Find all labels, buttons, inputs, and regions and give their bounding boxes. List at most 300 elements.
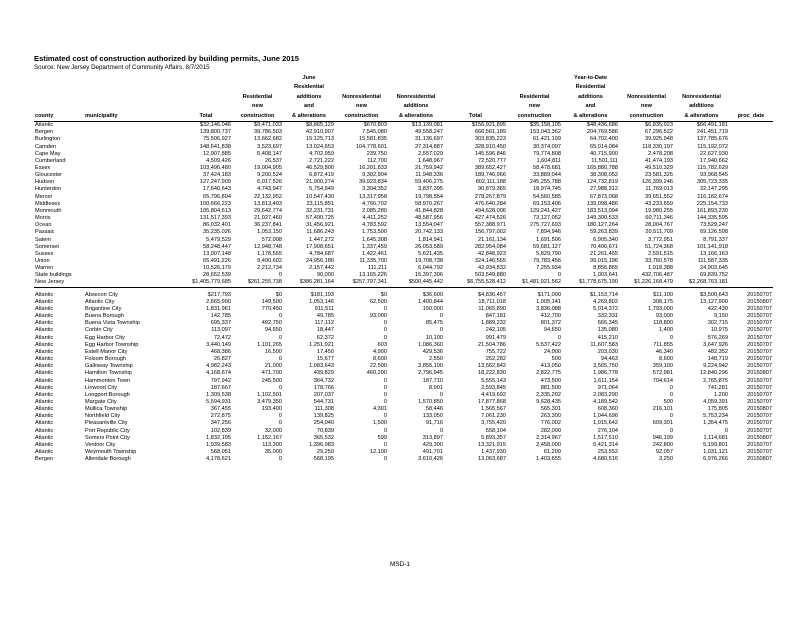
table-cell: 429,300 bbox=[422, 441, 443, 448]
table-cell: Essex bbox=[35, 164, 51, 171]
table-cell: 568,195 bbox=[313, 456, 334, 463]
table-cell: Buena Vista Township bbox=[85, 320, 140, 327]
table-cell: 24,903,645 bbox=[700, 265, 728, 272]
table-cell: $4,836,457 bbox=[478, 291, 506, 298]
table-cell: 6,017,526 bbox=[257, 179, 282, 186]
table-cell: 1,918,388 bbox=[648, 265, 673, 272]
table-cell: 0 bbox=[383, 334, 387, 341]
header-cell bbox=[84, 93, 180, 102]
county-row bbox=[34, 158, 773, 165]
table-cell bbox=[729, 129, 773, 136]
table-cell: 9,224,942 bbox=[703, 363, 728, 370]
table-cell: 39,923,834 bbox=[359, 179, 387, 186]
table-cell: 2,335,202 bbox=[536, 391, 561, 398]
table-cell: 35,235,026 bbox=[203, 229, 231, 236]
header-cell: & alterations bbox=[562, 112, 619, 122]
table-cell: 1,832,195 bbox=[206, 434, 231, 441]
header-cell bbox=[180, 102, 232, 111]
table-cell: 37,424,183 bbox=[203, 172, 231, 179]
header-cell: new bbox=[641, 103, 652, 110]
table-cell: 49,510,329 bbox=[645, 164, 673, 171]
table-cell: 116,182,674 bbox=[697, 193, 728, 200]
table-cell: 17,877,868 bbox=[478, 398, 506, 405]
municipality-row bbox=[34, 385, 773, 392]
table-cell: 245,500 bbox=[261, 377, 282, 384]
county-row bbox=[34, 129, 773, 136]
table-cell: 367,455 bbox=[210, 406, 231, 413]
table-cell: 0 bbox=[383, 441, 387, 448]
table-cell: Pleasantville City bbox=[85, 420, 128, 427]
table-cell: 303,835,223 bbox=[474, 136, 506, 143]
table-cell: 148,641,838 bbox=[199, 143, 231, 150]
table-cell: 1,400,844 bbox=[418, 298, 443, 305]
table-cell: $670,803 bbox=[363, 122, 387, 129]
table-cell: $1,405,779,685 bbox=[180, 279, 232, 287]
table-cell: 568,051 bbox=[210, 449, 231, 456]
table-cell: 491,701 bbox=[422, 449, 443, 456]
table-cell: 49,558,247 bbox=[415, 129, 443, 136]
municipality-row bbox=[34, 306, 773, 313]
table-cell: 15,125,713 bbox=[306, 136, 334, 143]
table-cell: 17,450 bbox=[316, 348, 334, 355]
table-cell: 38,308,052 bbox=[590, 172, 618, 179]
table-cell: 13,127,900 bbox=[700, 298, 728, 305]
table-cell: 492,750 bbox=[261, 320, 282, 327]
table-cell: 20150707 bbox=[747, 391, 772, 398]
municipality-row bbox=[34, 413, 773, 420]
table-cell: 5,893,357 bbox=[481, 434, 506, 441]
table-cell: 1,015,642 bbox=[593, 420, 618, 427]
table-cell: 0 bbox=[669, 391, 673, 398]
header-cell: Nonresidential bbox=[682, 93, 721, 100]
table-cell: Atlantic bbox=[35, 320, 54, 327]
table-cell: 2,822,775 bbox=[536, 370, 561, 377]
table-cell: 1,611,154 bbox=[593, 377, 618, 384]
table-cell: 20150707 bbox=[747, 341, 772, 348]
table-cell: 881,500 bbox=[540, 384, 561, 391]
table-cell: $171,000 bbox=[537, 291, 561, 298]
table-cell: Atlantic bbox=[35, 370, 54, 377]
table-cell: 1,337,459 bbox=[362, 243, 387, 250]
table-cell: 359,100 bbox=[652, 363, 673, 370]
table-cell: 494,628,006 bbox=[474, 207, 506, 214]
table-cell: 127,247,909 bbox=[199, 179, 231, 186]
table-cell: 21,027,460 bbox=[254, 215, 282, 222]
county-row bbox=[34, 122, 773, 130]
table-cell: Atlantic City bbox=[85, 298, 115, 305]
county-row bbox=[34, 194, 773, 201]
table-cell: 101,141,918 bbox=[696, 243, 728, 250]
table-cell: Warren bbox=[35, 265, 54, 272]
table-cell: 225,154,733 bbox=[696, 200, 728, 207]
table-cell: $2,268,763,181 bbox=[674, 279, 729, 287]
table-cell bbox=[84, 244, 180, 251]
table-cell: 3,440,149 bbox=[206, 341, 231, 348]
table-cell: 847,181 bbox=[485, 313, 506, 320]
table-cell: Bergen bbox=[35, 129, 54, 136]
table-cell: 4,900 bbox=[373, 348, 387, 355]
table-cell: Morris bbox=[35, 215, 51, 222]
table-cell: 8,600 bbox=[373, 356, 387, 363]
municipality-row bbox=[34, 342, 773, 349]
table-cell: 59,263,839 bbox=[590, 229, 618, 236]
table-cell: 27,314,887 bbox=[415, 143, 443, 150]
municipality-row bbox=[34, 456, 773, 463]
table-cell: $0 bbox=[380, 291, 387, 298]
table-cell: 69,839,752 bbox=[700, 272, 728, 279]
table-cell: 12,840,296 bbox=[700, 370, 728, 377]
table-cell: 11,686,243 bbox=[306, 229, 334, 236]
table-cell: 11,607,583 bbox=[590, 341, 618, 348]
header-cell bbox=[232, 83, 283, 92]
table-cell: Atlantic bbox=[35, 398, 54, 405]
table-cell: 4,419,692 bbox=[481, 391, 506, 398]
table-cell: 79,774,808 bbox=[533, 150, 561, 157]
table-cell: 20,511,709 bbox=[645, 229, 673, 236]
table-cell: $48,436,686 bbox=[586, 122, 618, 129]
table-cell: 62,372 bbox=[316, 334, 334, 341]
table-cell: 797,942 bbox=[210, 377, 231, 384]
table-cell bbox=[729, 258, 773, 265]
table-cell: 183,513,094 bbox=[586, 207, 618, 214]
table-cell: Atlantic bbox=[35, 420, 54, 427]
table-cell: 1,939,583 bbox=[206, 441, 231, 448]
table-cell: Atlantic bbox=[35, 348, 54, 355]
table-cell: 70,839 bbox=[316, 427, 334, 434]
table-cell: 4,982,243 bbox=[206, 363, 231, 370]
table-cell: 31,456,921 bbox=[306, 222, 334, 229]
table-cell: 64,702,400 bbox=[590, 136, 618, 143]
table-cell: 54,560,585 bbox=[533, 193, 561, 200]
table-cell bbox=[729, 186, 773, 193]
table-cell: 22,500 bbox=[369, 363, 387, 370]
table-cell: 3,565,750 bbox=[593, 363, 618, 370]
table-cell: 5,199,801 bbox=[703, 441, 728, 448]
table-cell: 156,797,002 bbox=[474, 229, 506, 236]
table-cell: 413,050 bbox=[540, 363, 561, 370]
table-cell: 1,645,308 bbox=[362, 236, 387, 243]
table-cell: 20150707 bbox=[747, 348, 772, 355]
table-cell: 4,189,542 bbox=[593, 398, 618, 405]
header-cell: Total bbox=[444, 112, 507, 122]
county-row bbox=[34, 265, 773, 272]
table-cell: 178,766 bbox=[313, 384, 334, 391]
table-cell: 9,150 bbox=[714, 313, 728, 320]
table-cell: 482,352 bbox=[707, 348, 728, 355]
header-cell bbox=[674, 83, 729, 92]
header-cell: and bbox=[585, 103, 596, 110]
table-cell: 1,400 bbox=[659, 327, 673, 334]
table-cell: 1,889,232 bbox=[481, 320, 506, 327]
table-cell: $181,193 bbox=[310, 291, 334, 298]
table-cell: 58,446 bbox=[425, 406, 443, 413]
table-cell: $13,139,081 bbox=[411, 122, 443, 129]
table-cell: 1,114,681 bbox=[703, 434, 728, 441]
table-cell: 61,421,199 bbox=[533, 136, 561, 143]
table-cell: $1,481,921,562 bbox=[507, 279, 562, 287]
table-cell: Hamilton Township bbox=[85, 370, 132, 377]
header-cell: & alterations bbox=[388, 112, 444, 122]
table-cell: 1,396,983 bbox=[309, 441, 334, 448]
table-cell: 328,910,450 bbox=[474, 143, 506, 150]
table-cell bbox=[84, 279, 180, 287]
table-cell: 2,083,290 bbox=[593, 391, 618, 398]
table-cell: 1,003,641 bbox=[593, 272, 618, 279]
table-cell: 42,910,907 bbox=[306, 129, 334, 136]
table-cell: 439,829 bbox=[313, 370, 334, 377]
table-cell: 471,700 bbox=[261, 370, 282, 377]
county-row bbox=[34, 186, 773, 193]
table-cell: 20150707 bbox=[747, 377, 772, 384]
table-cell: $11,100 bbox=[653, 291, 673, 298]
municipality-row bbox=[34, 327, 773, 334]
table-cell: Longport Borough bbox=[85, 391, 130, 398]
table-cell bbox=[84, 172, 180, 179]
table-cell: 42,848,923 bbox=[478, 250, 506, 257]
table-cell: 18,222,830 bbox=[478, 370, 506, 377]
table-cell: 347,256 bbox=[210, 420, 231, 427]
table-cell: Atlantic bbox=[35, 313, 54, 320]
table-cell: 2,593,845 bbox=[481, 384, 506, 391]
table-cell: 422,430 bbox=[707, 305, 728, 312]
header-cell bbox=[388, 83, 444, 92]
table-cell: 0 bbox=[383, 377, 387, 384]
table-cell: 1,086,360 bbox=[418, 341, 443, 348]
table-cell: 1,200 bbox=[714, 391, 728, 398]
table-cell: 20150707 bbox=[747, 291, 772, 298]
table-cell: 46,529,800 bbox=[306, 164, 334, 171]
report-source: Source: New Jersey Department of Community Affairs, 8/7/2015 bbox=[34, 64, 210, 71]
table-cell: 0 bbox=[278, 413, 282, 420]
header-cell bbox=[729, 93, 773, 102]
table-cell: $156,921,895 bbox=[471, 122, 506, 129]
table-cell: 67,296,522 bbox=[645, 129, 673, 136]
table-cell: 9,490,602 bbox=[257, 258, 282, 264]
table-cell: 302,715 bbox=[707, 320, 728, 327]
table-cell: 102,839 bbox=[210, 427, 231, 434]
table-cell: 0 bbox=[278, 272, 282, 279]
table-cell: 5,537,422 bbox=[536, 341, 561, 348]
header-cell: Residential bbox=[242, 93, 273, 100]
table-cell: 6,044,792 bbox=[418, 265, 443, 272]
table-cell: 58,248,447 bbox=[203, 243, 231, 250]
table-cell bbox=[729, 158, 773, 165]
table-cell bbox=[84, 265, 180, 272]
table-cell: 12,907,885 bbox=[203, 150, 231, 157]
table-cell: 1,309,538 bbox=[206, 391, 231, 398]
table-cell: 26,537 bbox=[264, 157, 282, 164]
table-cell: 20150707 bbox=[747, 313, 772, 320]
table-cell bbox=[729, 265, 773, 272]
table-cell: $6,835,923 bbox=[645, 122, 673, 129]
header-cell: Nonresidential bbox=[627, 93, 666, 100]
table-cell: 19,980,255 bbox=[645, 207, 673, 214]
table-cell: Atlantic bbox=[35, 356, 54, 363]
table-cell: 0 bbox=[278, 420, 282, 427]
table-cell: 1,831,961 bbox=[206, 305, 231, 312]
table-cell: 117,112 bbox=[314, 320, 334, 327]
table-cell: 476,640,284 bbox=[474, 200, 506, 207]
table-cell: 115,782,629 bbox=[697, 164, 728, 171]
table-cell: 802,111,188 bbox=[475, 179, 506, 186]
table-cell: 139,825 bbox=[313, 413, 334, 420]
table-cell bbox=[84, 194, 180, 201]
table-cell bbox=[729, 208, 773, 215]
table-cell: 276,104 bbox=[597, 427, 618, 434]
table-cell: 7,894,946 bbox=[536, 229, 561, 236]
table-cell: 4,680,516 bbox=[593, 456, 618, 463]
table-cell: Brigantine City bbox=[85, 305, 122, 312]
table-cell: 94,650 bbox=[264, 327, 282, 334]
table-cell bbox=[84, 272, 180, 279]
header-group-month: June bbox=[302, 75, 316, 81]
table-cell: Atlantic bbox=[35, 298, 54, 305]
table-cell: 150,000 bbox=[422, 305, 443, 312]
table-cell: Cumberland bbox=[35, 157, 66, 164]
table-cell: 21,504,786 bbox=[478, 341, 506, 348]
table-cell bbox=[84, 158, 180, 165]
table-cell: 2,085,280 bbox=[362, 207, 387, 214]
table-cell: Sussex bbox=[35, 250, 54, 257]
table-cell: 8,901 bbox=[429, 384, 443, 391]
table-cell: 2,157,442 bbox=[309, 265, 334, 272]
table-cell: Margate City bbox=[85, 398, 117, 405]
county-row bbox=[34, 258, 773, 265]
construction-cost-table bbox=[34, 74, 773, 463]
table-cell: 5,421,314 bbox=[593, 441, 618, 448]
municipality-row bbox=[34, 435, 773, 442]
table-cell: 118,800 bbox=[653, 320, 673, 327]
table-cell bbox=[84, 251, 180, 258]
table-cell: 6,872,419 bbox=[309, 172, 334, 179]
municipality-row bbox=[34, 363, 773, 370]
table-cell: Atlantic bbox=[35, 334, 54, 341]
table-cell: 5,014,372 bbox=[593, 305, 618, 312]
table-cell: 1,565,567 bbox=[481, 406, 506, 413]
table-cell: Burlington bbox=[35, 136, 61, 143]
table-cell: 278,267,879 bbox=[474, 193, 506, 200]
table-cell bbox=[84, 136, 180, 143]
table-cell: 40,715,900 bbox=[590, 150, 618, 157]
table-cell: 2,458,000 bbox=[536, 441, 561, 448]
table-cell: 1,691,506 bbox=[536, 236, 561, 243]
county-row bbox=[34, 172, 773, 179]
table-cell: 1,251,921 bbox=[309, 341, 334, 348]
table-cell: Buena Borough bbox=[85, 313, 124, 320]
table-cell: 59,406,275 bbox=[415, 179, 443, 186]
table-cell: 503,549,880 bbox=[474, 272, 506, 279]
municipality-row bbox=[34, 442, 773, 449]
table-cell bbox=[84, 179, 180, 186]
table-cell: 13,554,047 bbox=[415, 222, 443, 229]
table-cell: 282,954,084 bbox=[474, 243, 506, 250]
table-cell bbox=[84, 151, 180, 158]
table-cell: 9,628,435 bbox=[536, 398, 561, 405]
table-cell: Atlantic bbox=[35, 327, 54, 334]
table-cell: 0 bbox=[383, 384, 387, 391]
header-cell: and bbox=[304, 103, 314, 110]
header-cell bbox=[444, 102, 507, 111]
table-cell: Union bbox=[35, 258, 50, 264]
table-cell: 23,115,851 bbox=[306, 200, 334, 207]
header-cell: Residential bbox=[519, 93, 550, 100]
table-cell: Somers Point City bbox=[85, 434, 130, 441]
header-cell: additions bbox=[578, 93, 603, 100]
table-cell: 144,335,595 bbox=[696, 215, 728, 222]
table-cell: 10,100 bbox=[425, 334, 443, 341]
table-cell: 104,778,601 bbox=[355, 143, 387, 150]
table-cell: 20150707 bbox=[747, 398, 772, 405]
table-cell bbox=[84, 222, 180, 229]
table-cell: 1,753,500 bbox=[362, 229, 387, 236]
county-row bbox=[34, 244, 773, 251]
table-cell: 2,721,222 bbox=[309, 157, 334, 164]
table-cell: 16,201,833 bbox=[359, 164, 387, 171]
table-cell: 57,490,725 bbox=[306, 215, 334, 222]
table-cell: 3,837,395 bbox=[418, 186, 443, 193]
table-cell: 0 bbox=[557, 272, 561, 279]
header-cell: additions bbox=[403, 103, 429, 110]
table-cell bbox=[729, 251, 773, 258]
table-cell: 608,360 bbox=[597, 406, 618, 413]
table-cell: 187,667 bbox=[210, 384, 231, 391]
table-cell: 17,940,662 bbox=[700, 157, 728, 164]
table-cell: 149,500 bbox=[261, 298, 282, 305]
table-cell: 242,105 bbox=[485, 327, 506, 334]
table-cell: Mercer bbox=[35, 193, 53, 200]
table-cell: $6,755,528,412 bbox=[444, 279, 507, 287]
table-cell: 365,532 bbox=[313, 434, 334, 441]
table-cell: 20150707 bbox=[747, 356, 772, 363]
table-cell bbox=[729, 201, 773, 208]
table-cell: Atlantic bbox=[35, 406, 54, 413]
table-cell: 72,520,777 bbox=[478, 157, 506, 164]
table-cell: Atlantic bbox=[35, 434, 54, 441]
table-cell: 5,408,147 bbox=[257, 150, 282, 157]
header-cell bbox=[180, 93, 232, 102]
table-cell: Salem bbox=[35, 236, 51, 243]
table-cell: Atlantic bbox=[35, 391, 54, 398]
header-cell: Nonresidential bbox=[396, 93, 436, 100]
table-cell: $8,865,129 bbox=[306, 122, 334, 129]
table-cell: 1,354,475 bbox=[703, 420, 728, 427]
table-cell: 3,755,420 bbox=[481, 420, 506, 427]
table-cell: 1,517,510 bbox=[593, 434, 618, 441]
county-row bbox=[34, 151, 773, 158]
table-cell: 1,178,565 bbox=[257, 250, 282, 257]
table-cell: 0 bbox=[557, 334, 561, 341]
table-cell bbox=[729, 179, 773, 186]
table-cell: Camden bbox=[35, 143, 57, 150]
table-cell: 17,908,651 bbox=[306, 243, 334, 250]
table-cell: 1,101,265 bbox=[257, 341, 282, 348]
table-cell: 189,746,966 bbox=[474, 172, 506, 179]
table-cell: 93,000 bbox=[655, 313, 673, 320]
table-cell: $386,281,164 bbox=[283, 279, 335, 287]
table-cell: 93,968,545 bbox=[700, 172, 728, 179]
header-cell bbox=[729, 102, 773, 111]
table-cell: 145,596,846 bbox=[474, 150, 506, 157]
table-cell: 180,127,264 bbox=[586, 222, 618, 229]
table-cell: 6,976,266 bbox=[703, 456, 728, 463]
table-cell: 28,004,767 bbox=[645, 222, 673, 229]
table-cell: 0 bbox=[439, 391, 443, 398]
municipality-rows bbox=[34, 292, 773, 464]
table-cell bbox=[729, 151, 773, 158]
table-cell: 4,059,391 bbox=[703, 398, 728, 405]
municipality-row bbox=[34, 299, 773, 306]
table-cell: 8,791,337 bbox=[703, 236, 728, 243]
